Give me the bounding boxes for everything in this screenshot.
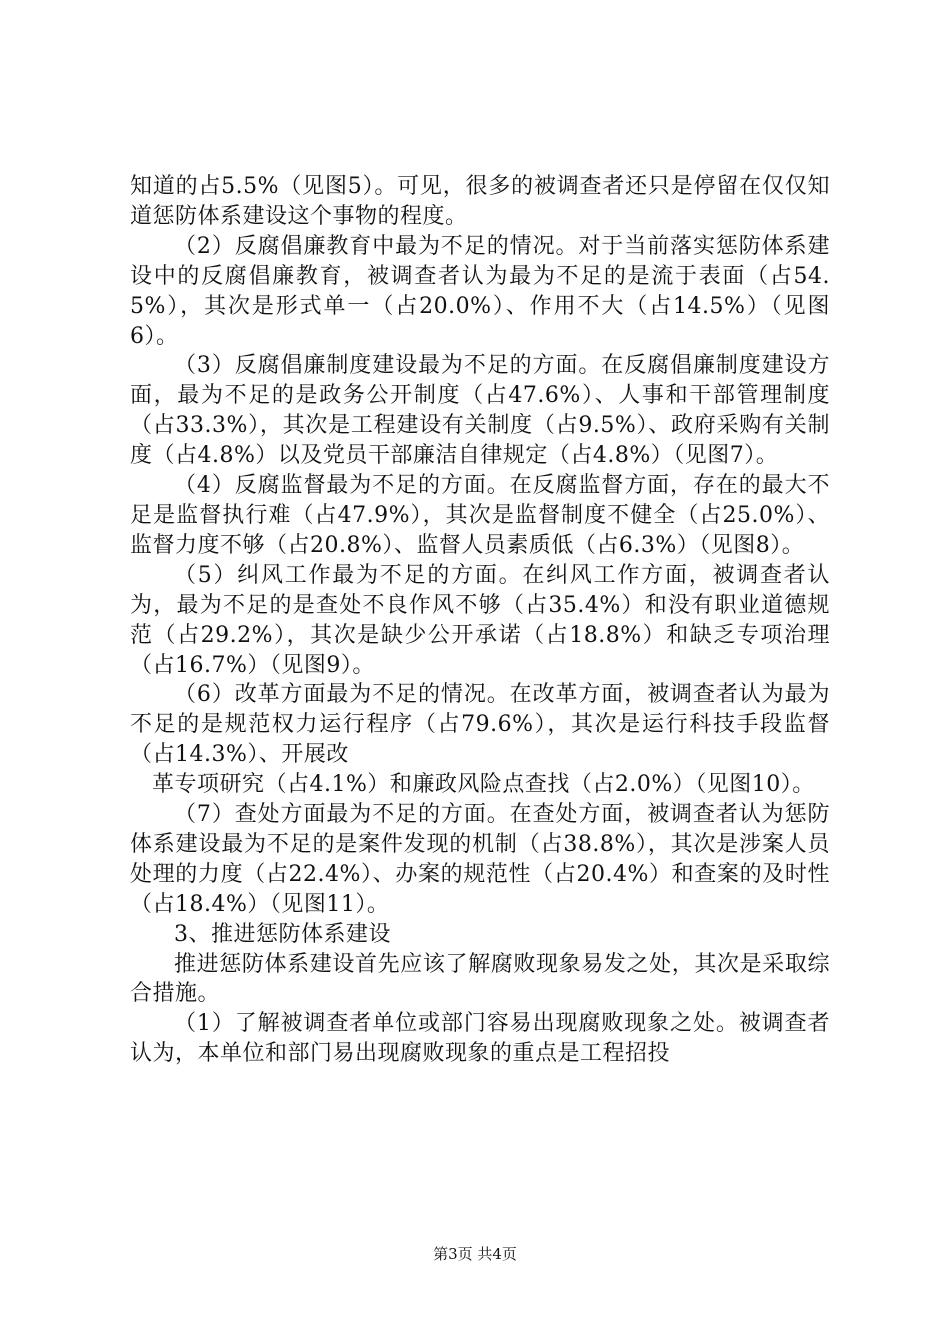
paragraph-investigation: （7）查处方面最为不足的方面。在查处方面，被调查者认为惩防体系建设最为不足的是案件发现的机制（占38.8%），其次是涉案人员处理的力度（占22.4%）、办案的规范性（占20.4%）和查案的及时性（占18.4%）（见图11）。: [130, 802, 830, 917]
paragraph-supervision: （4）反腐监督最为不足的方面。在反腐监督方面，存在的最大不足是监督执行难（占47.9%），其次是监督制度不健全（占25.0%）、监督力度不够（占20.8%）、监督人员素质低（占6.3%）（见图8）。: [130, 473, 830, 558]
paragraph-education: （2）反腐倡廉教育中最为不足的情况。对于当前落实惩防体系建设中的反腐倡廉教育，被调查者认为最为不足的是流于表面（占54.5%），其次是形式单一（占20.0%）、作用不大（占14.5%）（见图6）。: [130, 233, 830, 349]
section-heading: 3、推进惩防体系建设: [174, 921, 391, 947]
paragraph-reform: （6）改革方面最为不足的情况。在改革方面，被调查者认为最为不足的是规范权力运行程序（占79.6%），其次是运行科技手段监督（占14.3%）、开展改: [130, 682, 830, 768]
paragraph-section-intro: 推进惩防体系建设首先应该了解腐败现象易发之处，其次是采取综合措施。: [130, 951, 830, 1007]
document-body: [130, 172, 830, 1069]
paragraph-reform-continued: 革专项研究（占4.1%）和廉政风险点查找（占2.0%）（见图10）。: [152, 772, 815, 798]
paragraph-corruption-spots: （1）了解被调查者单位或部门容易出现腐败现象之处。被调查者认为，本单位和部门易出现腐败现象的重点是工程招投: [130, 1011, 830, 1067]
paragraph-conduct-correction: （5）纠风工作最为不足的方面。在纠风工作方面，被调查者认为，最为不足的是查处不良作风不够（占35.4%）和没有职业道德规范（占29.2%），其次是缺少公开承诺（占18.8%）和缺乏专项治理（占16.7%）（见图9）。: [130, 562, 830, 678]
paragraph-system-building: （3）反腐倡廉制度建设最为不足的方面。在反腐倡廉制度建设方面，最为不足的是政务公开制度（占47.6%）、人事和干部管理制度（占33.3%），其次是工程建设有关制度（占9.5%）、政府采购有关制度（占4.8%）以及党员干部廉洁自律规定（占4.8%）（见图7）。: [130, 353, 830, 469]
page-number: 第3页 共4页: [433, 1245, 517, 1263]
paragraph-continuation: 知道的占5.5%（见图5）。可见，很多的被调查者还只是停留在仅仅知道惩防体系建设这个事物的程度。: [130, 174, 830, 229]
